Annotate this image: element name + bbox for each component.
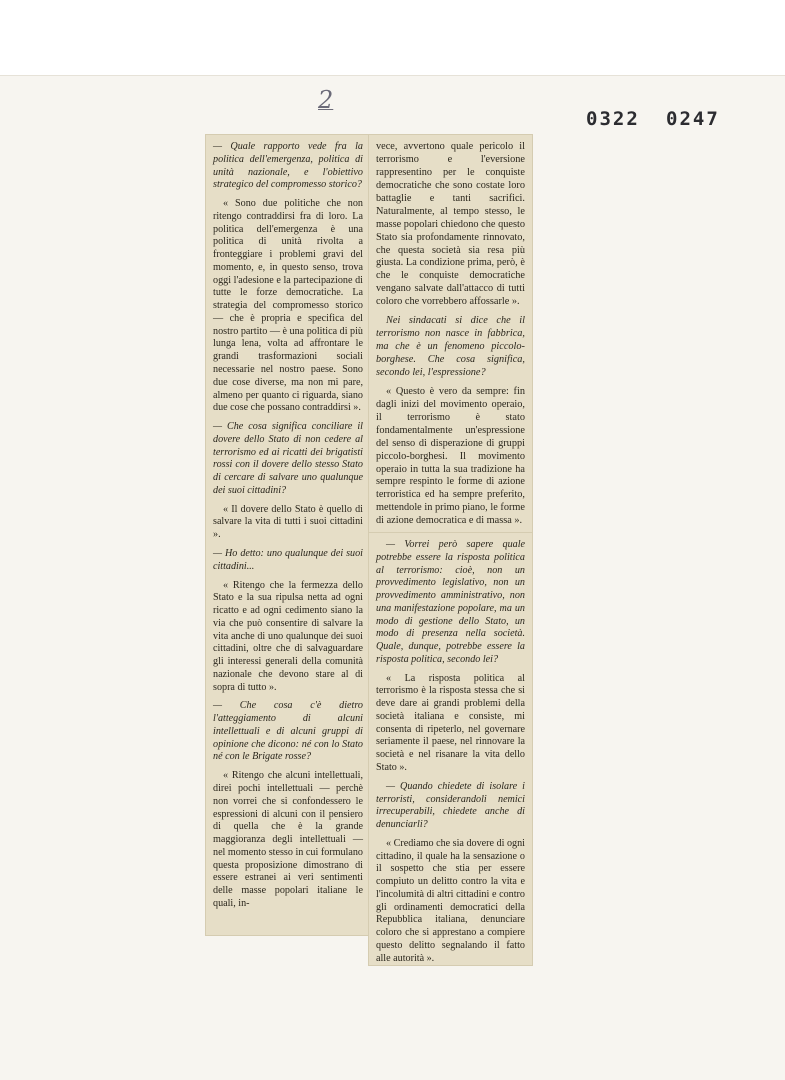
interview-answer: « Sono due politiche che non ritengo contraddirsi fra di loro. La politica dell'emergenza è una politica di unità rivolta a fronteggiare i problemi gravi del momento, e, in questo senso, trova oggi l'adesione e la partecipazione di tutte le forze democratiche. La strategia del compromesso storico — che è propria e specifica del nostro partito — è una politica di più lunga lena, volta ad affrontare le grandi trasformazioni sociali necessarie nel nostro paese. Sono due cose diverse, ma non mi pare, almeno per quanto ci riguarda, siano due cose che possano contraddirsi ». [213, 198, 363, 414]
handwritten-page-number: 2 [318, 86, 334, 114]
clipping-column-1 [206, 135, 370, 935]
archive-stamp-left: 0322 [586, 108, 640, 130]
interview-question: — Che cosa c'è dietro l'atteggiamento di alcuni intellettuali e di alcuni gruppi di opinione che dicono: né con lo Stato né con le Brigate rosse? [213, 700, 363, 763]
interview-answer: vece, avvertono quale pericolo il terrorismo e l'eversione rappresentino per le conquiste democratiche che sono costate loro battaglie e tanti sacrifici. Naturalmente, al tempo stesso, le masse popolari chiedono che questo Stato sia profondamente rinnovato, che questa società sia resa più giusta. La condizione prima, però, è che le conquiste democratiche vengano salvate dall'attacco di tutti coloro che vorrebbero affossarle ». [376, 141, 525, 308]
interview-question: — Che cosa significa conciliare il dovere dello Stato di non cedere al terrorismo ed ai ricatti dei brigatisti rossi con il dovere dello stesso Stato di cercare di salvare uno qualunque dei suoi cittadini? [213, 421, 363, 496]
interview-answer: « Ritengo che alcuni intellettuali, direi pochi intellettuali — perchè non vorrei che si confondessero le espressioni di alcuni con il pensiero di quella che è la grande maggioranza degli intellettuali — nel momento stesso in cui formulano questa proposizione dimostrano di essere estranei ai veri sentimenti delle masse popolari italiane le quali, in- [213, 770, 363, 909]
interview-answer: « Questo è vero da sempre: fin dagli inizi del movimento operaio, il terrorismo è stato fondamentalmente un'espressione del senso di disperazione di gruppi piccolo-borghesi. Il movimento operaio in tutta la sua tradizione ha sempre respinto le forme di azione terroristica ed ha sempre preferito, mettendole in primo piano, le forme di azione democratica e di massa ». [376, 385, 525, 527]
interview-question: — Ho detto: uno qualunque dei suoi cittadini... [213, 547, 363, 572]
archive-stamp-right: 0247 [666, 108, 720, 130]
interview-question: Nei sindacati si dice che il terrorismo non nasce in fabbrica, ma che è un fenomeno piccolo-borghese. Che cosa significa, secondo lei, l'espressione? [376, 315, 525, 378]
clipping-column-3 [369, 533, 532, 965]
interview-question: — Vorrei però sapere quale potrebbe essere la risposta politica al terrorismo: cioè, non un provvedimento legislativo, non un provvedimento amministrativo, non una manifestazione popolare, ma un modo di gestione dello Stato, un modo di presenza nella società. Quale, dunque, potrebbe essere la risposta politica, secondo lei? [376, 539, 525, 665]
interview-question: — Quale rapporto vede fra la politica dell'emergenza, politica di unità nazionale, e l'obiettivo strategico del compromesso storico? [213, 141, 363, 191]
interview-answer: « Ritengo che la fermezza dello Stato e la sua ripulsa netta ad ogni ricatto e ad ogni cedimento siano la via che può consentire di salvare la vita anche di uno qualunque dei suoi cittadini, oltre che di salvaguardare gli interessi generali della comunità nazionale che devono stare al di sopra di tutto ». [213, 579, 363, 693]
interview-question: — Quando chiedete di isolare i terroristi, considerandoli nemici irrecuperabili, chiedete anche di denunciarli? [376, 780, 525, 831]
interview-answer: « Il dovere dello Stato è quello di salvare la vita di tutti i suoi cittadini ». [213, 503, 363, 541]
clipping-column-2 [369, 135, 532, 533]
interview-answer: « La risposta politica al terrorismo è la risposta stessa che si deve dare ai grandi problemi della società italiana e consiste, mi consenta di ripeterlo, nel governare seriamente il paese, nel rinnovare la società e nel risanare la vita dello Stato ». [376, 672, 525, 774]
interview-answer: « Crediamo che sia dovere di ogni cittadino, il quale ha la sensazione o il sospetto che stia per essere compiuto un delitto contro la vita e l'incolumità di altri cittadini e contro gli ordinamenti democratici della Repubblica italiana, denunciare coloro che si apprestano a compiere questo delitto segnalando il fatto alle autorità ». [376, 837, 525, 964]
